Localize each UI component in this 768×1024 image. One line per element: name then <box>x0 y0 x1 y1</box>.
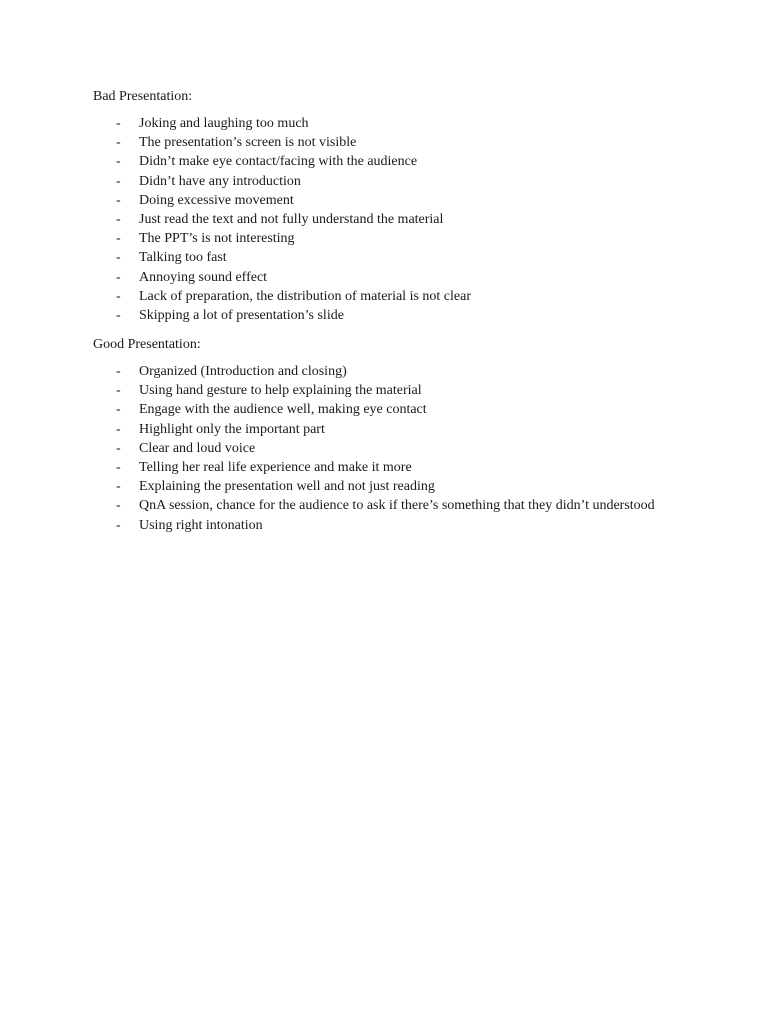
bullet-dash: - <box>116 269 121 285</box>
list-item-text: Engage with the audience well, making eye contact <box>139 402 427 418</box>
bullet-dash: - <box>116 421 121 437</box>
good-presentation-section <box>93 335 693 535</box>
list-item <box>93 439 693 458</box>
list-item <box>93 287 693 306</box>
bullet-dash: - <box>116 154 121 170</box>
list-item <box>93 172 693 191</box>
list-item-text: Using right intonation <box>139 517 263 533</box>
list-item-text: QnA session, chance for the audience to ask if there’s something that they didn’t understood <box>139 498 655 514</box>
bullet-dash: - <box>116 173 121 189</box>
bullet-dash: - <box>116 440 121 456</box>
list-item-text: Highlight only the important part <box>139 421 325 437</box>
bullet-dash: - <box>116 116 121 131</box>
bullet-dash: - <box>116 212 121 228</box>
bad-presentation-section <box>93 87 693 325</box>
bullet-dash: - <box>116 231 121 247</box>
bullet-dash: - <box>116 460 121 476</box>
bad-presentation-list <box>93 114 693 325</box>
list-item <box>93 268 693 287</box>
bad-presentation-heading: Bad Presentation: <box>93 89 193 104</box>
list-item-text: The presentation’s screen is not visible <box>139 135 357 151</box>
list-item-text: Joking and laughing too much <box>139 116 309 131</box>
list-item <box>93 381 693 400</box>
list-item-text: The PPT’s is not interesting <box>139 231 295 247</box>
list-item <box>93 248 693 267</box>
good-presentation-list <box>93 362 693 535</box>
list-item <box>93 191 693 210</box>
list-item-text: Didn’t make eye contact/facing with the audience <box>139 154 418 170</box>
list-item-text: Doing excessive movement <box>139 192 294 208</box>
list-item-text: Lack of preparation, the distribution of material is not clear <box>139 288 471 304</box>
list-item <box>93 420 693 439</box>
list-item <box>93 152 693 171</box>
bullet-dash: - <box>116 517 121 533</box>
list-item-text: Didn’t have any introduction <box>139 173 301 189</box>
list-item-text: Just read the text and not fully understand the material <box>139 212 444 228</box>
bullet-dash: - <box>116 498 121 514</box>
list-item-text: Organized (Introduction and closing) <box>139 364 347 379</box>
good-presentation-heading: Good Presentation: <box>93 337 201 352</box>
list-item <box>93 362 693 381</box>
bullet-dash: - <box>116 383 121 399</box>
bullet-dash: - <box>116 364 121 379</box>
bullet-dash: - <box>116 135 121 151</box>
list-item-text: Annoying sound effect <box>139 269 268 285</box>
bullet-dash: - <box>116 308 121 324</box>
bullet-dash: - <box>116 402 121 418</box>
list-item <box>93 516 693 535</box>
list-item-text: Talking too fast <box>139 250 227 266</box>
list-item-text: Clear and loud voice <box>139 440 256 456</box>
list-item-text: Explaining the presentation well and not just reading <box>139 479 435 495</box>
list-item <box>93 306 693 325</box>
list-item <box>93 210 693 229</box>
bullet-dash: - <box>116 479 121 495</box>
list-item <box>93 458 693 477</box>
list-item-text: Using hand gesture to help explaining the material <box>139 383 422 399</box>
list-item <box>93 400 693 419</box>
bullet-dash: - <box>116 288 121 304</box>
bullet-dash: - <box>116 250 121 266</box>
list-item-text: Skipping a lot of presentation’s slide <box>139 308 344 324</box>
list-item-text: Telling her real life experience and make it more <box>139 460 412 476</box>
list-item <box>93 229 693 248</box>
list-item <box>93 496 693 515</box>
list-item <box>93 477 693 496</box>
list-item <box>93 133 693 152</box>
list-item <box>93 114 693 133</box>
bullet-dash: - <box>116 192 121 208</box>
